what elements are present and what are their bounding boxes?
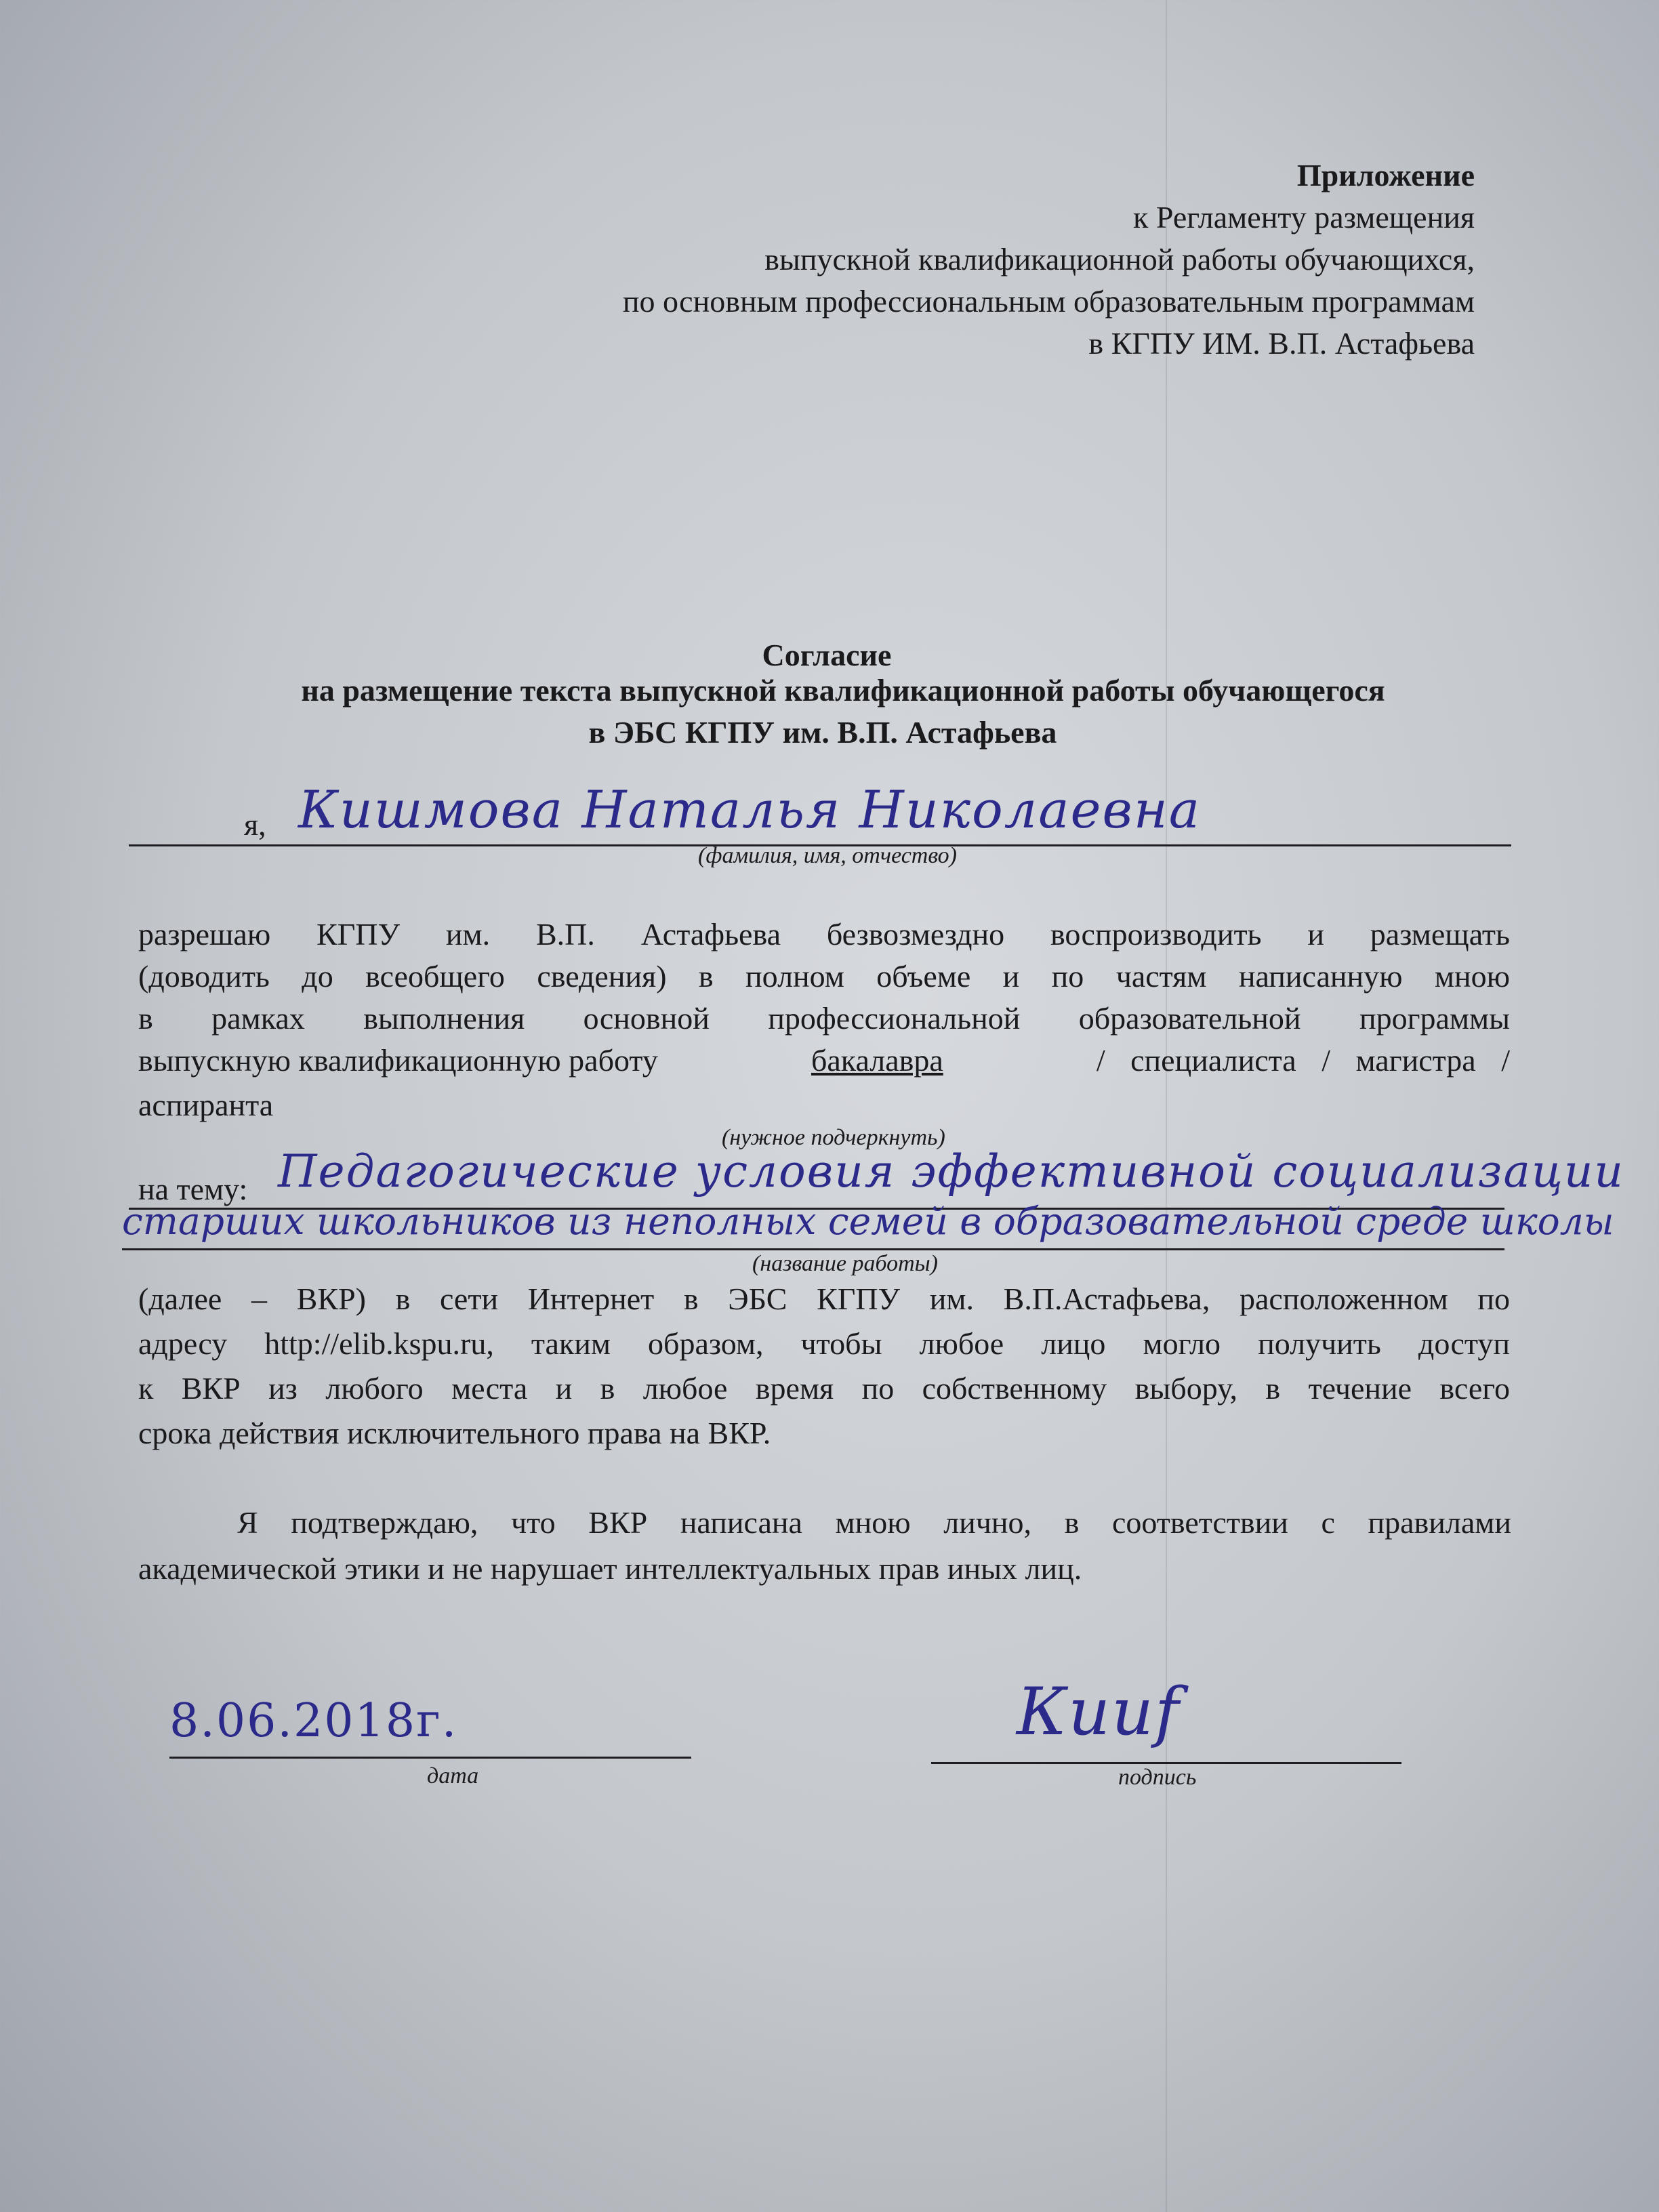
topic-line1-handwritten: Педагогические условия эффективной социализации [278,1145,1624,1197]
date-caption: дата [427,1763,479,1788]
body-line: к ВКР из любого места и в любое время по собственному выбору, в течение всего [138,1371,1510,1406]
confirm-line: Я подтверждаю, что ВКР написана мною лично, в соответствии с правилами [237,1505,1511,1540]
signature-line [931,1762,1401,1764]
name-caption: (фамилия, имя, отчество) [698,843,957,868]
body-line: (доводить до всеобщего сведения) в полном объеме и по частям написанную мною [138,959,1510,994]
degree-prefix: выпускную квалификационную работу [138,1043,658,1078]
body-line: срока действия исключительного права на ВКР. [138,1416,771,1450]
signature-handwritten: Кииf [1017,1674,1181,1750]
person-name-handwritten: Кишмова Наталья Николаевна [298,779,1202,840]
appendix-line: выпускной квалификационной работы обучающихся, [764,242,1475,276]
body-line: (далее – ВКР) в сети Интернет в ЭБС КГПУ им. В.П.Астафьева, расположенном по [138,1282,1510,1316]
body-line: разрешаю КГПУ им. В.П. Астафьева безвозмездно воспроизводить и размещать [138,917,1510,951]
appendix-title: Приложение [1296,158,1475,192]
heading-line: на размещение текста выпускной квалификационной работы обучающегося [301,673,1385,708]
appendix-line: к Регламенту размещения [1133,200,1475,234]
degree-options: / специалиста / магистра / [1096,1043,1510,1078]
date-line [169,1757,691,1759]
topic-line [122,1248,1504,1250]
person-prefix: я, [244,807,266,842]
heading-line: в ЭБС КГПУ им. В.П. Астафьева [588,715,1057,750]
heading-title: Согласие [762,638,892,672]
confirm-line: академической этики и не нарушает интеллектуальных прав иных лиц. [138,1551,1082,1586]
appendix-line: в КГПУ ИМ. В.П. Астафьева [1088,326,1475,361]
date-handwritten: 8.06.2018г. [169,1694,458,1748]
topic-caption: (название работы) [752,1251,938,1276]
body-line: аспиранта [138,1088,274,1122]
degree-selected: бакалавра [811,1043,943,1078]
body-line: адресу http://elib.kspu.ru, таким образом, чтобы любое лицо могло получить доступ [138,1326,1510,1361]
signature-caption: подпись [1118,1765,1197,1790]
degree-line [138,1042,1510,1078]
topic-prefix: на тему: [138,1172,248,1206]
topic-line2-handwritten: старших школьников из неполных семей в образовательной среде школы [122,1200,1614,1243]
appendix-line: по основным профессиональным образовательным программам [622,284,1475,319]
degree-caption: (нужное подчеркнуть) [722,1125,945,1150]
body-line: в рамках выполнения основной профессиональной образовательной программы [138,1001,1510,1036]
